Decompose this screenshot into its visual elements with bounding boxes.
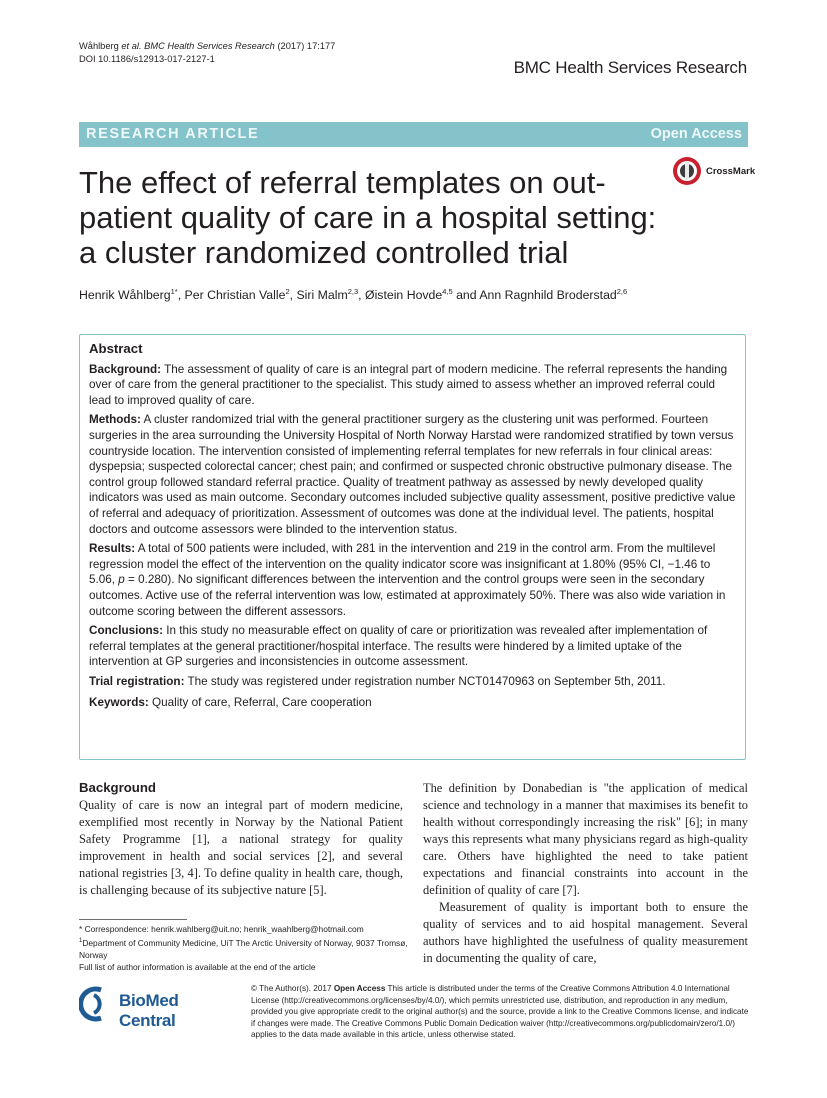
abstract-box [79,334,746,760]
author: Siri Malm [296,288,348,303]
author-affiliation: 1* [170,287,178,296]
citation-journal: et al. BMC Health Services Research [121,41,275,51]
crossmark-icon [672,156,702,186]
text: = 0.280). No significant differences between the intervention and the control groups were seen in the secondary outcomes. Active use of the referral intervention was low, estimated at approximately 50%. There was also wide variation in outcome scoring between the different assessors. [89,573,726,618]
crossmark-label: CrossMark [706,166,756,177]
biomed-central-logo [79,986,239,1030]
crossmark-badge[interactable] [672,156,756,190]
section-heading: Background [79,780,156,795]
author: Per Christian Valle [184,288,286,303]
copyright: © The Author(s). 2017 [251,984,332,993]
label: Methods: [89,413,141,427]
abstract-heading: Abstract [89,341,143,356]
license-text: This article is distributed under the terms of the Creative Commons Attribution 4.0 International License (http://creativecommons.org/licenses/by/4.0/), which permits unrestricted use, distribution, and reproduction in any medium, provided you give appropriate credit to the original author(s) and the source, provide a link to the Creative Commons license, and indicate if changes were made. The Creative Commons Public Domain Dedication waiver (http://creativecommons.org/publicdomain/zero/1.0/) applies to the data made available in this article, unless otherwise stated. [251,984,749,1040]
affiliation [79,935,419,961]
paragraph: Measurement of quality is important both to ensure the quality of services and to aid hospital management. Several authors have highlighted the usefulness of quality measurement in documenting the quality of care, [423,900,748,965]
correspondence: * Correspondence: henrik.wahlberg@uit.no; henrik_waahlberg@hotmail.com [79,924,364,934]
body-column-left: Quality of care is now an integral part of modern medicine, exemplified most recently in Norway by the National Patient Safety Programme [1], a national strategy for quality improvement in health and social services [2], and several national registries [3, 4]. To define quality in health care, though, is challenging because of its subjective nature [5]. [79,798,403,897]
label: Keywords: [89,696,149,710]
abstract-results [89,541,739,619]
footnotes [79,923,419,973]
author-affiliation: 2,6 [616,287,628,296]
journal-name: BMC Health Services Research [513,58,747,77]
doi[interactable]: DOI 10.1186/s12913-017-2127-1 [79,54,215,64]
author: Henrik Wåhlberg [79,288,171,303]
author-affiliation: 4,5 [442,287,453,296]
paragraph: The definition by Donabedian is "the application of medical science and technology in a manner that maximises its benefit to health without correspondingly increasing the risk" [6]; in many ways this represents what many physicians regard as high-quality care. Others have highlighted the need to take patient expectations and financial constraints into account in the definition of quality of care [7]. [423,781,748,897]
p-symbol: p [118,573,125,587]
abstract-keywords [89,695,739,711]
label: Results: [89,542,136,556]
label: Trial registration: [89,674,185,688]
author-affiliation: 2 [285,287,290,296]
article-banner [79,122,748,147]
affiliation-number: 1 [79,938,83,944]
citation-authors: Wåhlberg [79,41,119,51]
abstract-methods [89,412,739,537]
open-access: Open Access [333,984,386,993]
label: Conclusions: [89,624,164,638]
biomed-central-icon [79,986,117,1022]
license-statement [251,983,751,1041]
body-column-right [423,780,748,967]
abstract-conclusions [89,623,739,670]
label: Background: [89,362,162,376]
author: Øistein Hovde [365,288,443,303]
text: The assessment of quality of care is an integral part of modern medicine. The referral represents the handing over of care from the general practitioner to the specialist. This study aimed to assess whether an improved referral could lead to improved quality of care. [89,362,728,407]
logo-text: BioMed Central [119,991,179,1030]
author-affiliation: 2,3 [347,287,359,296]
citation-header [79,40,335,66]
text: A total of 500 patients were included, with 281 in the intervention and 219 in the control arm. From the multilevel regression model the effect of the intervention on the quality indicator score was insignificant at 1.80% (95% CI, −1.46 to 5.06, [89,542,716,587]
affiliation-text: Department of Community Medicine, UiT The Arctic University of Norway, 9037 Tromsø, Norway [79,937,408,960]
text: A cluster randomized trial with the general practitioner surgery as the clustering unit was performed. Fourteen surgeries in the area surrounding the University Hospital of North Norway Harstad were randomized stratified by town versus countryside location. The intervention consisted of implementing referral templates for new referrals in four clinical areas: dyspepsia; suspected colorectal cancer; chest pain; and confirmed or suspected chronic obstructive pulmonary disease. The control group followed standard referral practice. Quality of treatment pathway as assessed by newly developed quality indicators was used as main outcome. Secondary outcomes included subjective quality assessment, positive predictive value of referral and adequacy of prioritization. Assessment of outcomes was done at the individual level. The patients, hospital doctors and outcome assessors were blinded to the intervention status. [89,413,736,536]
citation-volume: (2017) 17:177 [277,41,336,51]
abstract-trial-registration [89,674,739,690]
text: Quality of care, Referral, Care cooperation [152,696,372,710]
footnote-divider [79,919,187,920]
abstract-background [89,362,739,409]
author: Ann Ragnhild Broderstad [479,288,617,303]
text: In this study no measurable effect on quality of care or prioritization was revealed after implementation of referral templates at the general practitioner/hospital interface. The results were hindered by a limited uptake of the intervention at GP surgeries and inconsistencies in outcome assessment. [89,624,708,669]
text: The study was registered under registration number NCT01470963 on September 5th, 2011. [187,674,666,688]
article-type: RESEARCH ARTICLE [86,126,260,142]
full-list-note: Full list of author information is available at the end of the article [79,961,316,972]
author-list: Henrik Wåhlberg$^{1*}$, Per Christian Valle$^2$, Siri Malm$^{2,3}$, Øistein Hovde$^{4,5}$ and Ann Ragnhild Broderstad$^{2,6}$ [79,287,628,303]
article-title: The effect of referral templates on out-patient quality of care in a hospital setting: a cluster randomized controlled trial [79,165,657,270]
open-access-label: Open Access [650,126,742,142]
